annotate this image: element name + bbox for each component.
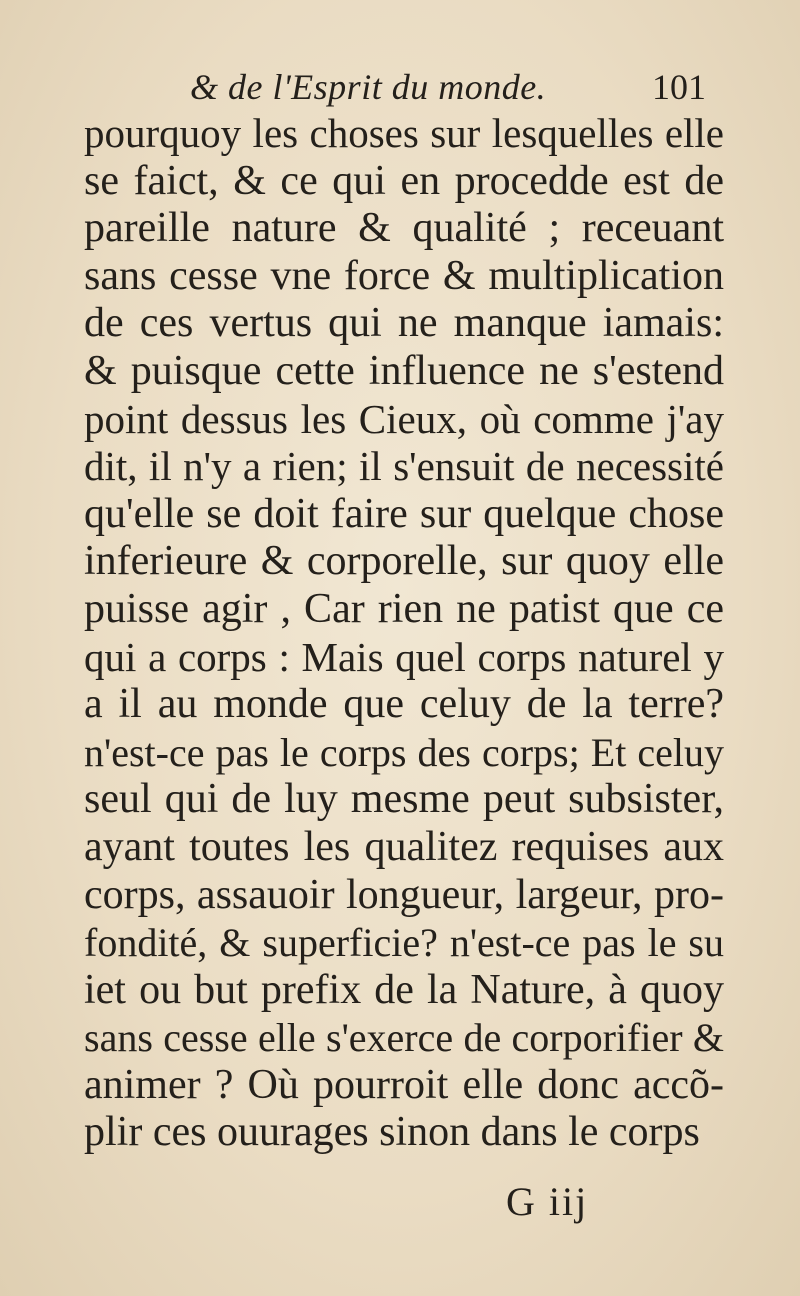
text-line: point dessus les Cieux, où comme j'ay [84, 395, 724, 442]
text-line: qu'elle se doit faire sur quelque chose [84, 490, 724, 537]
text-line: & puisque cette influence ne s'estend [84, 347, 724, 394]
signature-mark: G iij [506, 1179, 589, 1224]
text-line: pourquoy les choses sur lesquelles elle [84, 110, 724, 156]
text-line: a il au monde que celuy de la terre? [84, 681, 724, 728]
text-line: puisse agir , Car rien ne patist que ce [84, 585, 724, 632]
text-line: n'est-ce pas le corps des corps; Et celuy [84, 729, 724, 775]
running-title: & de l'Esprit du monde. [190, 67, 547, 107]
text-line: dit, il n'y a rien; il s'ensuit de necessité [84, 443, 724, 490]
text-line: corps, assauoir longueur, largeur, pro- [84, 871, 724, 918]
page-header [190, 66, 720, 116]
text-line: inferieure & corporelle, sur quoy elle [84, 538, 724, 585]
text-line: iet ou but prefix de la Nature, à quoy [84, 966, 724, 1013]
body-text [84, 110, 724, 1157]
text-line: sans cesse vne force & multiplication [84, 252, 724, 299]
text-line: pareille nature & qualité ; receuant [84, 205, 724, 252]
text-line: qui a corps : Mais quel corps naturel y [84, 633, 724, 680]
text-line: seul qui de luy mesme peut subsister, [84, 776, 724, 823]
text-line: fondité, & superficie? n'est-ce pas le su [84, 920, 724, 966]
text-line: ayant toutes les qualitez requises aux [84, 823, 724, 870]
text-line: animer ? Où pourroit elle donc accõ- [84, 1061, 724, 1108]
text-line: plir ces ouurages sinon dans le corps [84, 1109, 700, 1156]
page-number: 101 [652, 67, 706, 107]
text-line: de ces vertus qui ne manque iamais: [84, 300, 724, 347]
text-line: sans cesse elle s'exerce de corporifier & [84, 1015, 724, 1061]
text-line: se faict, & ce qui en procedde est de [84, 157, 724, 204]
